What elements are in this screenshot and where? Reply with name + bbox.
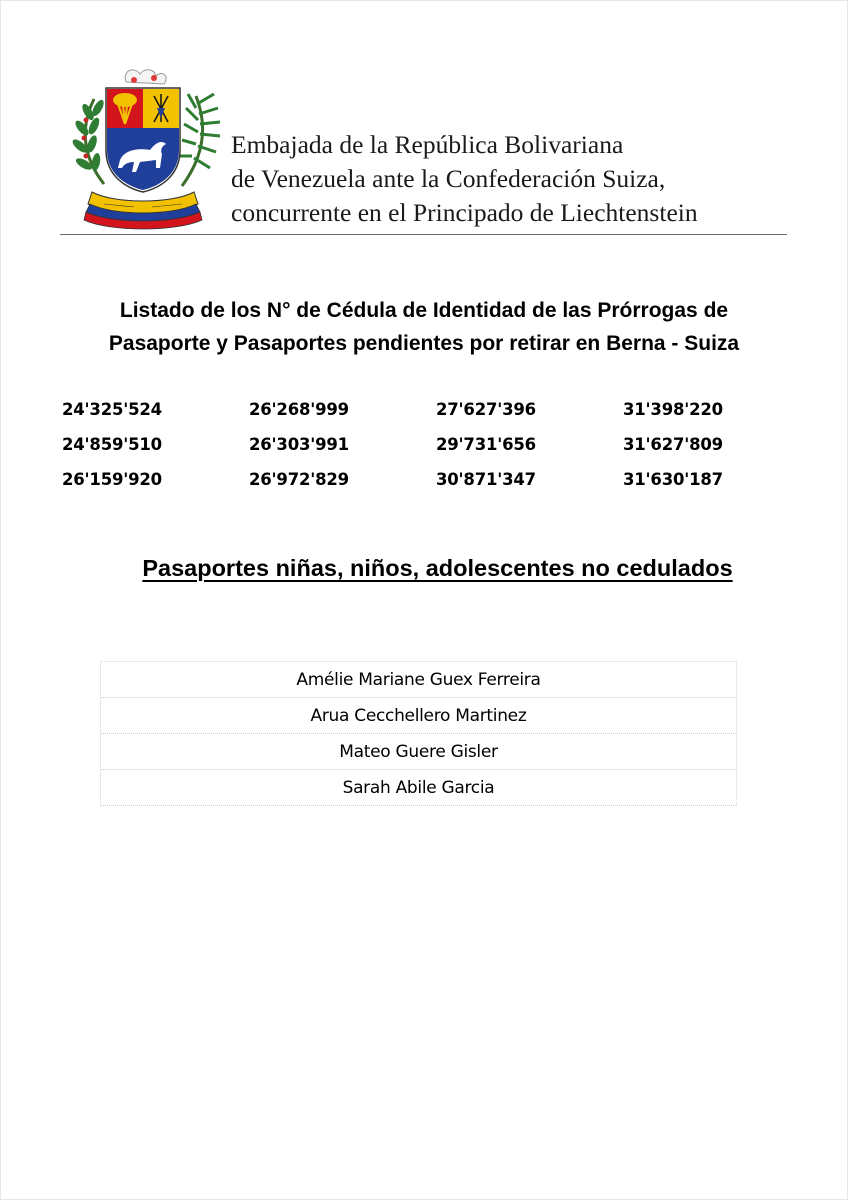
name-row: Arua Cecchellero Martinez — [101, 698, 736, 734]
id-number-list — [62, 396, 762, 501]
name-row: Mateo Guere Gisler — [101, 734, 736, 770]
id-number: 29'731'656 — [436, 435, 536, 454]
id-number: 26'972'829 — [249, 470, 349, 489]
id-number: 24'859'510 — [62, 435, 162, 454]
id-number: 26'268'999 — [249, 400, 349, 419]
letterhead — [60, 62, 787, 234]
id-number: 26'159'920 — [62, 470, 162, 489]
id-number: 27'627'396 — [436, 400, 536, 419]
id-number: 31'398'220 — [623, 400, 723, 419]
id-number: 24'325'524 — [62, 400, 162, 419]
name-row: Sarah Abile Garcia — [101, 770, 736, 806]
embassy-name-line-3: concurrente en el Principado de Liechtenstein — [231, 198, 698, 227]
document-title — [40, 294, 808, 360]
embassy-name-line-2: de Venezuela ante la Confederación Suiza, — [231, 164, 666, 193]
document-title-line-1: Listado de los N° de Cédula de Identidad de las Prórrogas de — [119, 299, 729, 322]
coat-of-arms-emblem — [64, 64, 222, 230]
id-number: 31'627'809 — [623, 435, 723, 454]
document-title-line-2: Pasaporte y Pasaportes pendientes por retirar en Berna - Suiza — [108, 332, 740, 355]
name-row: Amélie Mariane Guex Ferreira — [101, 662, 736, 698]
header-divider — [60, 234, 787, 235]
embassy-name-line-1: Embajada de la República Bolivariana — [231, 130, 624, 159]
id-number: 31'630'187 — [623, 470, 723, 489]
embassy-name — [231, 128, 698, 230]
section-heading: Pasaportes niñas, niños, adolescentes no cedulados — [142, 555, 733, 581]
id-number: 26'303'991 — [249, 435, 349, 454]
names-list — [100, 661, 737, 806]
id-number: 30'871'347 — [436, 470, 536, 489]
